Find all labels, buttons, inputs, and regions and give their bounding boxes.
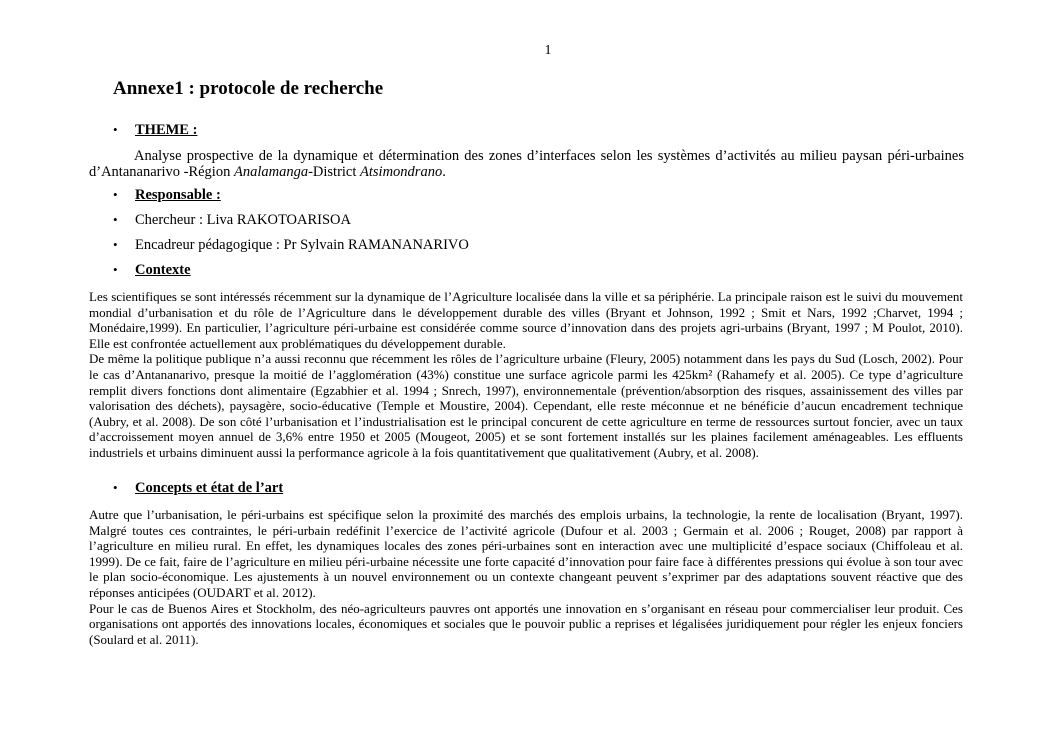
bullet-theme bbox=[113, 122, 197, 139]
bullet-contexte bbox=[113, 262, 191, 279]
bullet-dot-icon: • bbox=[113, 237, 118, 252]
bullet-concepts bbox=[113, 480, 283, 497]
contexte-heading: Contexte bbox=[135, 262, 191, 278]
bullet-responsable bbox=[113, 187, 221, 204]
concepts-paragraph-2: Pour le cas de Buenos Aires et Stockholm, des néo-agriculteurs pauvres ont apportés une innovation en s’organisant en réseau pour commercialiser leur produit. Ces organisations ont apportés des innovations locales, économiques et sociales que le pouvoir public a reprises et légalisées juridiquement pour régler les enjeux fonciers (Soulard et al. 2011). bbox=[89, 600, 963, 647]
bullet-encadreur bbox=[113, 237, 469, 254]
bullet-dot-icon: • bbox=[113, 262, 118, 277]
chercheur-text: Chercheur : Liva RAKOTOARISOA bbox=[135, 212, 351, 228]
theme-region-name: Analamanga bbox=[233, 164, 309, 180]
concepts-paragraphs bbox=[89, 507, 963, 647]
bullet-dot-icon: • bbox=[113, 212, 118, 227]
theme-text bbox=[89, 148, 964, 180]
theme-heading: THEME : bbox=[135, 122, 198, 138]
encadreur-text: Encadreur pédagogique : Pr Sylvain RAMANANARIVO bbox=[135, 237, 469, 253]
page-number: 1 bbox=[544, 43, 552, 58]
contexte-paragraph-2: De même la politique publique n’a aussi reconnu que récemment les rôles de l’agriculture urbaine (Fleury, 2005) notamment dans les pays du Sud (Losch, 2002). Pour le cas d’Antananarivo, presque la moitié de l’agglomération (43%) constitue une surface agricole parmi les 425km² (Rahamefy et al. 2005). Ce type d’agriculture remplit divers fonctions dont alimentaire (Egzabhier et al. 1994 ; Snrech, 1997), environnementale (prévention/absorption des risques, assainissement des villes par valorisation des déchets), paysagère, socio-éducative (Temple et Moustire, 2004). Cependant, elle reste méconnue et ne bénéficie d’aucun encadrement technique (Aubry, et al. 2008). De son côté l’urbanisation et l’industrialisation est le principal concurent de cette agriculture en terme de ressources surtout foncier, avec un taux d’accroissement moyen annuel de 3,6% entre 1950 et 2005 (Mougeot, 2005) et se sont fortement installés sur les plaines facilement aménageables. Les effluents industriels et urbains diminuent aussi la performance agricole à la fois quantitativement que qualitativement (Aubry, et al. 2008). bbox=[89, 351, 963, 460]
contexte-paragraphs bbox=[89, 289, 963, 461]
theme-text-e: . bbox=[442, 164, 446, 180]
bullet-dot-icon: • bbox=[113, 480, 118, 495]
theme-text-a: Analyse prospective de la dynamique et détermination des zones d’interfaces selon les systèmes d’activités au milieu paysan péri-urbaines d’Antananarivo -Région bbox=[89, 148, 964, 180]
theme-district-name: Atsimondrano bbox=[360, 164, 443, 180]
page-title: Annexe1 : protocole de recherche bbox=[113, 78, 384, 99]
bullet-chercheur bbox=[113, 212, 351, 229]
contexte-paragraph-1: Les scientifiques se sont intéressés récemment sur la dynamique de l’Agriculture localisée dans la ville et sa périphérie. La principale raison est le suivi du mouvement mondial d’urbanisation et du rôle de l’Agriculture dans le développement durable des villes (Bryant et Johnson, 1992 ; Smit et Nars, 1992 ;Charvet, 1994 ; Monédaire,1999). En particulier, l’agriculture péri-urbaine est considérée comme source d’innovation dans des projets agri-urbains (Bryant, 1997 ; M Poulot, 2010). Elle est confrontée actuellement aux problématiques du développement durable. bbox=[89, 289, 963, 351]
responsable-heading: Responsable : bbox=[135, 187, 221, 203]
concepts-heading: Concepts et état de l’art bbox=[135, 480, 284, 496]
concepts-paragraph-1: Autre que l’urbanisation, le péri-urbains est spécifique selon la proximité des marchés des emplois urbains, la technologie, la rente de localisation (Bryant, 1997). Malgré toutes ces contraintes, le péri-urbain redéfinit l’exercice de l’activité agricole (Dufour et al. 2003 ; Germain et al. 2006 ; Rouget, 2008) par rapport à l’agriculture en milieu rural. En effet, les dynamiques locales des zones péri-urbaines sont en interaction avec une multiplicité d’espace sociaux (Chiffoleau et al. 1999). De ce fait, faire de l’agriculture en milieu péri-urbaine nécessite une forte capacité d’innovation pour faire face à différentes pressions qui évolue à son tour avec le plan socio-économique. Les ajustements à un nouvel environnement ou un contexte changeant peuvent s’exprimer par des adaptations souvent réactive que des réponses anticipées (OUDART et al. 2012). bbox=[89, 507, 963, 600]
theme-text-c: -District bbox=[308, 164, 361, 180]
bullet-dot-icon: • bbox=[113, 122, 118, 137]
bullet-dot-icon: • bbox=[113, 187, 118, 202]
